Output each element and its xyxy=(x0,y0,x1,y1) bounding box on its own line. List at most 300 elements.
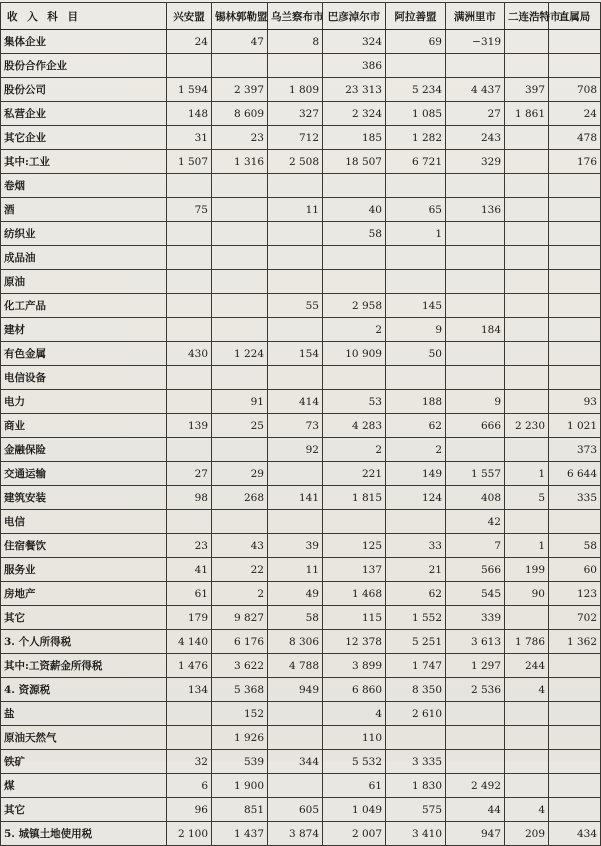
table-cell xyxy=(212,246,268,270)
row-label: 有色金属 xyxy=(1,342,167,366)
table-cell: 1 747 xyxy=(386,654,446,678)
table-cell: 39 xyxy=(268,534,323,558)
row-label: 铁矿 xyxy=(1,750,167,774)
table-cell: 1 476 xyxy=(167,654,212,678)
table-cell: 2 492 xyxy=(446,774,505,798)
table-cell: 329 xyxy=(446,150,505,174)
table-cell xyxy=(167,318,212,342)
table-cell: 9 xyxy=(386,318,446,342)
table-cell: 2 610 xyxy=(386,702,446,726)
row-label: 酒 xyxy=(1,198,167,222)
table-cell: 666 xyxy=(446,414,505,438)
table-cell: 3 874 xyxy=(268,822,323,846)
table-cell: 478 xyxy=(549,126,601,150)
table-cell: 9 827 xyxy=(212,606,268,630)
table-cell: 43 xyxy=(212,534,268,558)
table-cell xyxy=(167,222,212,246)
table-cell: 1 557 xyxy=(446,462,505,486)
table-cell xyxy=(268,510,323,534)
table-cell: 1 926 xyxy=(212,726,268,750)
table-cell: 136 xyxy=(446,198,505,222)
table-cell: 3 335 xyxy=(386,750,446,774)
table-cell: 8 306 xyxy=(268,630,323,654)
table-cell: 148 xyxy=(167,102,212,126)
table-cell: 1 085 xyxy=(386,102,446,126)
row-label: 住宿餐饮 xyxy=(1,534,167,558)
table-cell: 9 xyxy=(446,390,505,414)
table-row xyxy=(1,222,601,246)
table-cell xyxy=(268,366,323,390)
row-label: 集体企业 xyxy=(1,30,167,54)
table-cell xyxy=(549,798,601,822)
table-cell: 397 xyxy=(505,78,549,102)
table-cell xyxy=(212,198,268,222)
table-cell: 2 100 xyxy=(167,822,212,846)
table-cell: 91 xyxy=(212,390,268,414)
table-cell: 2 397 xyxy=(212,78,268,102)
table-cell: 3 410 xyxy=(386,822,446,846)
table-cell: 12 378 xyxy=(323,630,386,654)
row-label: 电信设备 xyxy=(1,366,167,390)
table-cell: 539 xyxy=(212,750,268,774)
row-label: 金融保险 xyxy=(1,438,167,462)
table-cell: 154 xyxy=(268,342,323,366)
table-cell xyxy=(323,246,386,270)
table-cell xyxy=(167,390,212,414)
table-cell: 8 609 xyxy=(212,102,268,126)
table-cell: 137 xyxy=(323,558,386,582)
table-cell: 2 xyxy=(323,318,386,342)
table-cell: 62 xyxy=(386,414,446,438)
row-label: 股份公司 xyxy=(1,78,167,102)
header-manzhouli: 满洲里市 xyxy=(446,3,505,30)
table-cell xyxy=(446,222,505,246)
table-cell: 31 xyxy=(167,126,212,150)
table-cell xyxy=(167,510,212,534)
table-cell xyxy=(268,702,323,726)
table-cell: 21 xyxy=(386,558,446,582)
table-cell xyxy=(549,366,601,390)
table-cell: 184 xyxy=(446,318,505,342)
table-cell: 145 xyxy=(386,294,446,318)
table-cell: 4 140 xyxy=(167,630,212,654)
table-cell: 90 xyxy=(505,582,549,606)
table-cell: 851 xyxy=(212,798,268,822)
table-cell: 4 xyxy=(505,798,549,822)
table-row xyxy=(1,510,601,534)
table-cell: 40 xyxy=(323,198,386,222)
table-cell xyxy=(212,294,268,318)
table-row xyxy=(1,486,601,510)
table-cell: 96 xyxy=(167,798,212,822)
table-cell xyxy=(212,366,268,390)
row-label: 成品油 xyxy=(1,246,167,270)
table-cell: 209 xyxy=(505,822,549,846)
table-cell: 1 xyxy=(505,462,549,486)
table-row xyxy=(1,54,601,78)
table-cell xyxy=(505,750,549,774)
table-cell xyxy=(446,246,505,270)
row-label: 建筑安装 xyxy=(1,486,167,510)
table-cell: 949 xyxy=(268,678,323,702)
table-cell: 61 xyxy=(167,582,212,606)
row-label: 纺织业 xyxy=(1,222,167,246)
table-cell: 65 xyxy=(386,198,446,222)
table-cell xyxy=(549,246,601,270)
table-cell xyxy=(268,270,323,294)
table-cell: 92 xyxy=(268,438,323,462)
table-cell: 1 049 xyxy=(323,798,386,822)
table-cell: 6 xyxy=(167,774,212,798)
table-cell: 125 xyxy=(323,534,386,558)
table-cell: 23 313 xyxy=(323,78,386,102)
row-label: 其它 xyxy=(1,606,167,630)
table-cell: 2 230 xyxy=(505,414,549,438)
row-label: 其它 xyxy=(1,798,167,822)
table-cell: 712 xyxy=(268,126,323,150)
table-cell: 1 809 xyxy=(268,78,323,102)
table-cell: −319 xyxy=(446,30,505,54)
table-cell xyxy=(505,774,549,798)
table-cell: 25 xyxy=(212,414,268,438)
table-cell: 2 958 xyxy=(323,294,386,318)
row-label: 交通运输 xyxy=(1,462,167,486)
table-cell: 2 324 xyxy=(323,102,386,126)
table-cell: 708 xyxy=(549,78,601,102)
table-cell xyxy=(505,150,549,174)
table-cell xyxy=(446,726,505,750)
table-cell xyxy=(505,318,549,342)
table-cell: 134 xyxy=(167,678,212,702)
table-cell xyxy=(505,342,549,366)
table-cell: 2 508 xyxy=(268,150,323,174)
table-cell: 115 xyxy=(323,606,386,630)
table-cell: 7 xyxy=(446,534,505,558)
row-label: 卷烟 xyxy=(1,174,167,198)
table-cell: 2 xyxy=(323,438,386,462)
table-cell: 185 xyxy=(323,126,386,150)
row-label: 服务业 xyxy=(1,558,167,582)
table-cell: 24 xyxy=(167,30,212,54)
table-cell: 24 xyxy=(549,102,601,126)
table-cell: 4 xyxy=(323,702,386,726)
header-erlianhaote: 二连浩特市 xyxy=(505,3,549,30)
table-cell xyxy=(167,246,212,270)
table-cell: 1 362 xyxy=(549,630,601,654)
table-cell xyxy=(268,462,323,486)
table-cell xyxy=(386,510,446,534)
row-label: 4. 资源税 xyxy=(1,678,167,702)
table-cell: 1 507 xyxy=(167,150,212,174)
table-cell: 244 xyxy=(505,654,549,678)
table-cell xyxy=(446,342,505,366)
table-cell: 3 622 xyxy=(212,654,268,678)
table-cell: 18 507 xyxy=(323,150,386,174)
table-cell xyxy=(446,438,505,462)
table-cell xyxy=(549,222,601,246)
table-cell xyxy=(386,54,446,78)
table-cell: 8 xyxy=(268,30,323,54)
table-cell: 335 xyxy=(549,486,601,510)
table-cell xyxy=(212,318,268,342)
table-cell xyxy=(167,294,212,318)
table-cell xyxy=(505,246,549,270)
table-cell xyxy=(268,246,323,270)
table-cell: 408 xyxy=(446,486,505,510)
table-cell: 58 xyxy=(323,222,386,246)
table-cell: 6 721 xyxy=(386,150,446,174)
table-cell: 1 468 xyxy=(323,582,386,606)
table-cell: 545 xyxy=(446,582,505,606)
table-row xyxy=(1,654,601,678)
table-cell: 29 xyxy=(212,462,268,486)
table-cell: 2 007 xyxy=(323,822,386,846)
table-cell xyxy=(167,366,212,390)
table-cell: 1 900 xyxy=(212,774,268,798)
table-cell xyxy=(505,510,549,534)
row-label: 其它企业 xyxy=(1,126,167,150)
table-cell: 11 xyxy=(268,198,323,222)
row-label: 电力 xyxy=(1,390,167,414)
table-cell: 2 536 xyxy=(446,678,505,702)
table-cell xyxy=(549,654,601,678)
header-zhishuju: 直属局 xyxy=(549,3,601,30)
header-xilinguole: 锡林郭勒盟 xyxy=(212,3,268,30)
table-cell: 5 234 xyxy=(386,78,446,102)
table-cell: 53 xyxy=(323,390,386,414)
table-cell: 344 xyxy=(268,750,323,774)
table-cell: 1 297 xyxy=(446,654,505,678)
table-cell: 55 xyxy=(268,294,323,318)
table-cell xyxy=(212,438,268,462)
table-row xyxy=(1,798,601,822)
table-cell xyxy=(212,222,268,246)
table-cell xyxy=(505,222,549,246)
table-cell xyxy=(268,174,323,198)
table-cell xyxy=(505,702,549,726)
table-cell xyxy=(505,54,549,78)
table-cell: 430 xyxy=(167,342,212,366)
table-row xyxy=(1,750,601,774)
row-label: 5. 城镇土地使用税 xyxy=(1,822,167,846)
table-cell xyxy=(386,270,446,294)
row-label: 股份合作企业 xyxy=(1,54,167,78)
table-cell: 414 xyxy=(268,390,323,414)
table-cell: 1 815 xyxy=(323,486,386,510)
table-row xyxy=(1,702,601,726)
table-row xyxy=(1,726,601,750)
table-row xyxy=(1,438,601,462)
table-cell xyxy=(386,726,446,750)
table-cell: 33 xyxy=(386,534,446,558)
table-row xyxy=(1,294,601,318)
table-row xyxy=(1,270,601,294)
table-row xyxy=(1,150,601,174)
header-bayannaoer: 巴彦淖尔市 xyxy=(323,3,386,30)
table-cell: 1 437 xyxy=(212,822,268,846)
table-cell xyxy=(549,750,601,774)
table-cell: 5 368 xyxy=(212,678,268,702)
table-row xyxy=(1,630,601,654)
table-cell: 60 xyxy=(549,558,601,582)
table-cell: 49 xyxy=(268,582,323,606)
table-cell: 27 xyxy=(446,102,505,126)
table-cell: 268 xyxy=(212,486,268,510)
table-cell: 566 xyxy=(446,558,505,582)
table-cell: 1 xyxy=(505,534,549,558)
table-cell xyxy=(505,438,549,462)
table-cell xyxy=(549,270,601,294)
table-cell: 5 532 xyxy=(323,750,386,774)
table-cell xyxy=(505,366,549,390)
table-cell xyxy=(268,774,323,798)
table-cell xyxy=(505,294,549,318)
table-cell xyxy=(446,174,505,198)
table-cell: 221 xyxy=(323,462,386,486)
table-cell xyxy=(323,174,386,198)
table-cell: 327 xyxy=(268,102,323,126)
table-row xyxy=(1,366,601,390)
row-label: 其中:工资薪金所得税 xyxy=(1,654,167,678)
table-cell xyxy=(549,726,601,750)
table-row xyxy=(1,102,601,126)
table-body xyxy=(1,30,601,846)
table-cell: 3 899 xyxy=(323,654,386,678)
table-cell xyxy=(446,270,505,294)
table-cell: 199 xyxy=(505,558,549,582)
table-cell: 575 xyxy=(386,798,446,822)
table-cell: 2 xyxy=(386,438,446,462)
table-cell: 61 xyxy=(323,774,386,798)
table-cell: 139 xyxy=(167,414,212,438)
row-label: 化工产品 xyxy=(1,294,167,318)
table-cell: 58 xyxy=(268,606,323,630)
table-cell: 2 xyxy=(212,582,268,606)
row-label: 煤 xyxy=(1,774,167,798)
table-cell: 1 xyxy=(386,222,446,246)
table-cell xyxy=(268,318,323,342)
table-cell: 373 xyxy=(549,438,601,462)
table-cell: 11 xyxy=(268,558,323,582)
table-cell: 58 xyxy=(549,534,601,558)
table-cell: 4 283 xyxy=(323,414,386,438)
table-cell xyxy=(167,174,212,198)
table-cell xyxy=(505,126,549,150)
table-cell: 73 xyxy=(268,414,323,438)
header-alashan: 阿拉善盟 xyxy=(386,3,446,30)
table-cell: 4 xyxy=(505,678,549,702)
table-cell: 1 552 xyxy=(386,606,446,630)
row-label: 电信 xyxy=(1,510,167,534)
table-cell xyxy=(268,726,323,750)
table-cell xyxy=(167,702,212,726)
table-row xyxy=(1,462,601,486)
table-cell xyxy=(323,510,386,534)
table-row xyxy=(1,318,601,342)
table-cell: 1 594 xyxy=(167,78,212,102)
table-cell: 6 860 xyxy=(323,678,386,702)
table-cell xyxy=(446,294,505,318)
table-cell: 124 xyxy=(386,486,446,510)
table-row xyxy=(1,822,601,846)
table-cell: 1 316 xyxy=(212,150,268,174)
table-cell: 339 xyxy=(446,606,505,630)
table-row xyxy=(1,30,601,54)
row-label: 原油天然气 xyxy=(1,726,167,750)
table-cell xyxy=(549,774,601,798)
header-xinganmeng: 兴安盟 xyxy=(167,3,212,30)
table-cell: 1 861 xyxy=(505,102,549,126)
table-row xyxy=(1,174,601,198)
table-cell: 32 xyxy=(167,750,212,774)
table-cell xyxy=(446,750,505,774)
table-cell: 23 xyxy=(167,534,212,558)
table-cell: 1 224 xyxy=(212,342,268,366)
table-cell: 6 176 xyxy=(212,630,268,654)
table-row xyxy=(1,414,601,438)
table-cell: 1 830 xyxy=(386,774,446,798)
table-cell: 110 xyxy=(323,726,386,750)
table-cell xyxy=(505,726,549,750)
row-label: 房地产 xyxy=(1,582,167,606)
table-cell xyxy=(549,678,601,702)
row-label: 私营企业 xyxy=(1,102,167,126)
table-cell: 179 xyxy=(167,606,212,630)
table-cell: 41 xyxy=(167,558,212,582)
table-cell: 188 xyxy=(386,390,446,414)
table-row xyxy=(1,198,601,222)
table-cell: 702 xyxy=(549,606,601,630)
table-cell xyxy=(505,390,549,414)
table-cell: 947 xyxy=(446,822,505,846)
table-cell xyxy=(549,342,601,366)
table-cell xyxy=(549,294,601,318)
table-cell: 44 xyxy=(446,798,505,822)
table-header-row xyxy=(1,3,601,30)
table-row xyxy=(1,774,601,798)
row-label: 盐 xyxy=(1,702,167,726)
table-row xyxy=(1,534,601,558)
table-cell: 3 613 xyxy=(446,630,505,654)
table-cell xyxy=(446,366,505,390)
table-cell xyxy=(505,30,549,54)
table-cell: 123 xyxy=(549,582,601,606)
header-revenue-item: 收 入 科 目 xyxy=(1,3,167,30)
table-cell: 324 xyxy=(323,30,386,54)
row-label: 原油 xyxy=(1,270,167,294)
table-cell: 1 021 xyxy=(549,414,601,438)
table-cell xyxy=(505,198,549,222)
table-cell xyxy=(167,54,212,78)
row-label: 其中:工业 xyxy=(1,150,167,174)
table-cell: 27 xyxy=(167,462,212,486)
table-cell xyxy=(446,702,505,726)
table-cell: 6 644 xyxy=(549,462,601,486)
row-label: 建材 xyxy=(1,318,167,342)
row-label: 3. 个人所得税 xyxy=(1,630,167,654)
table-cell: 4 437 xyxy=(446,78,505,102)
table-cell: 1 786 xyxy=(505,630,549,654)
header-wulanchabu: 乌兰察布市 xyxy=(268,3,323,30)
table-row xyxy=(1,558,601,582)
table-cell xyxy=(549,510,601,534)
table-row xyxy=(1,246,601,270)
table-cell xyxy=(549,702,601,726)
table-cell: 22 xyxy=(212,558,268,582)
table-cell xyxy=(268,54,323,78)
table-cell xyxy=(505,270,549,294)
table-cell: 10 909 xyxy=(323,342,386,366)
